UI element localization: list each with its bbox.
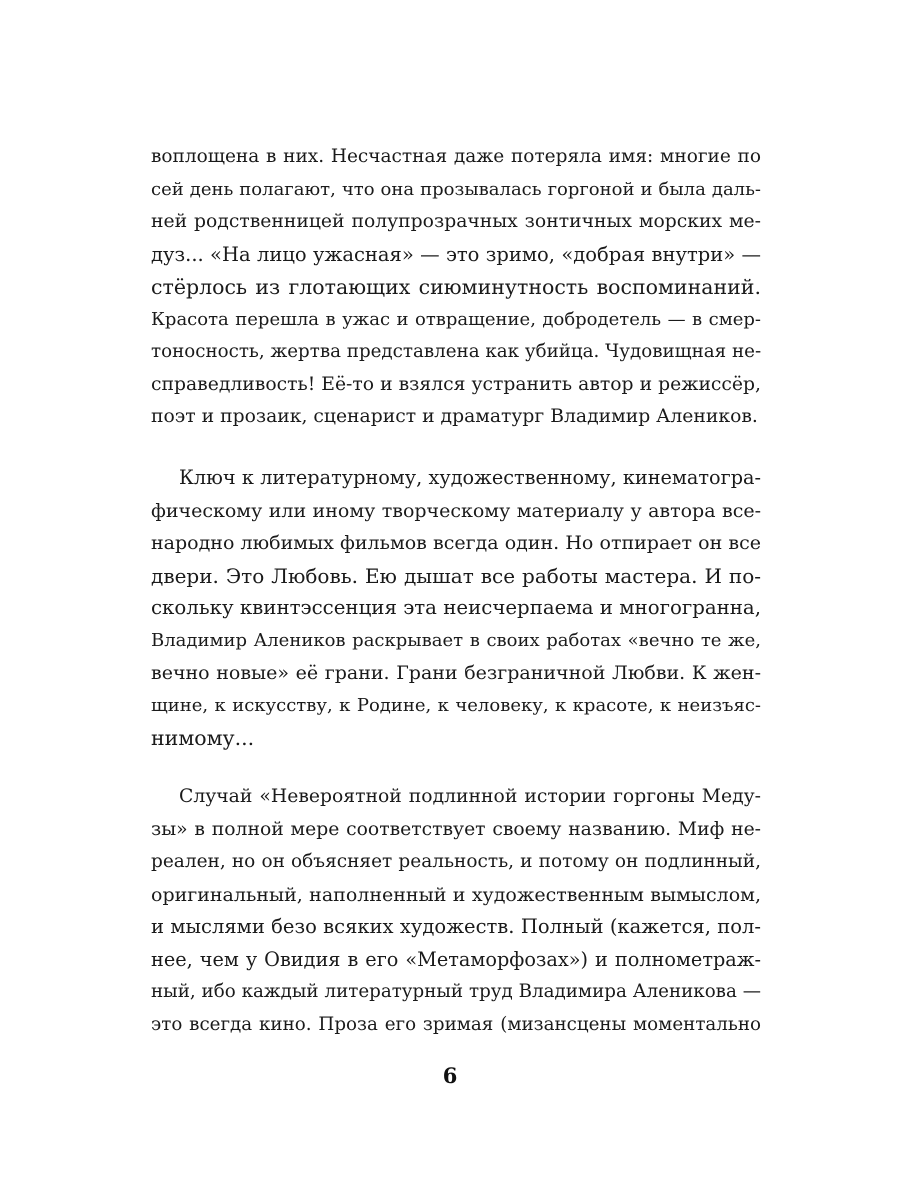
text-line: вечно новые» её грани. Грани безграничной Любви. К жен- [151, 662, 761, 684]
text-line: тоносность, жертва представлена как убийца. Чудовищная не- [151, 341, 762, 362]
text-line: народно любимых фильмов всегда один. Но отпирает он все [151, 532, 761, 554]
text-line: Случай «Невероятной подлинной истории горгоны Меду- [179, 786, 761, 807]
text-line: Владимир Алеников раскрывает в своих работах «вечно те же, [151, 629, 761, 651]
page-number: 6 [442, 1063, 458, 1088]
text-line: двери. Это Любовь. Ею дышат все работы мастера. И по- [151, 563, 761, 588]
text-line: щине, к искусству, к Родине, к человеку, к красоте, к неизъяс- [151, 694, 761, 716]
text-line: это всегда кино. Проза его зримая (мизансцены моментально [151, 1013, 761, 1035]
text-line: нее, чем у Овидия в его «Метаморфозах») и полнометраж- [151, 947, 761, 971]
paragraph-1 [151, 141, 761, 434]
text-line: оригинальный, наполненный и художественным вымыслом, [151, 883, 761, 906]
text-line: реален, но он объясняет реальность, и потому он подлинный, [151, 851, 761, 872]
text-line: стёрлось из глотающих сиюминутность воспоминаний. [151, 275, 761, 299]
text-line: справедливость! Её-то и взялся устранить автор и режиссёр, [151, 373, 761, 395]
text-line: ный, ибо каждый литературный труд Владимира Аленикова — [151, 981, 761, 1002]
text-line: фическому или иному творческому материалу у автора все- [151, 499, 761, 522]
text-line: скольку квинтэссенция эта неисчерпаема и многогранна, [151, 596, 761, 619]
text-line: зы» в полной мере соответствует своему названию. Миф не- [151, 818, 761, 840]
text-line: поэт и прозаик, сценарист и драматург Владимир Алеников. [151, 406, 758, 427]
text-line: Красота перешла в ужас и отвращение, добродетель — в смер- [151, 308, 761, 330]
text-line: Ключ к литературному, художественному, кинематогра- [179, 466, 761, 489]
text-line: и мыслями безо всяких художеств. Полный (кажется, пол- [151, 915, 761, 938]
text-line: ней родственницей полупрозрачных зонтичных морских ме- [151, 211, 761, 232]
paragraph-3 [151, 781, 761, 1041]
text-line: дуз... «На лицо ужасная» — это зримо, «добрая внутри» — [151, 242, 761, 266]
text-line: сей день полагают, что она прозывалась горгоной и была даль- [151, 178, 761, 200]
paragraph-2 [151, 462, 761, 755]
text-line: воплощена в них. Несчастная даже потеряла имя: многие по [151, 146, 761, 167]
text-line: нимому... [151, 726, 255, 750]
